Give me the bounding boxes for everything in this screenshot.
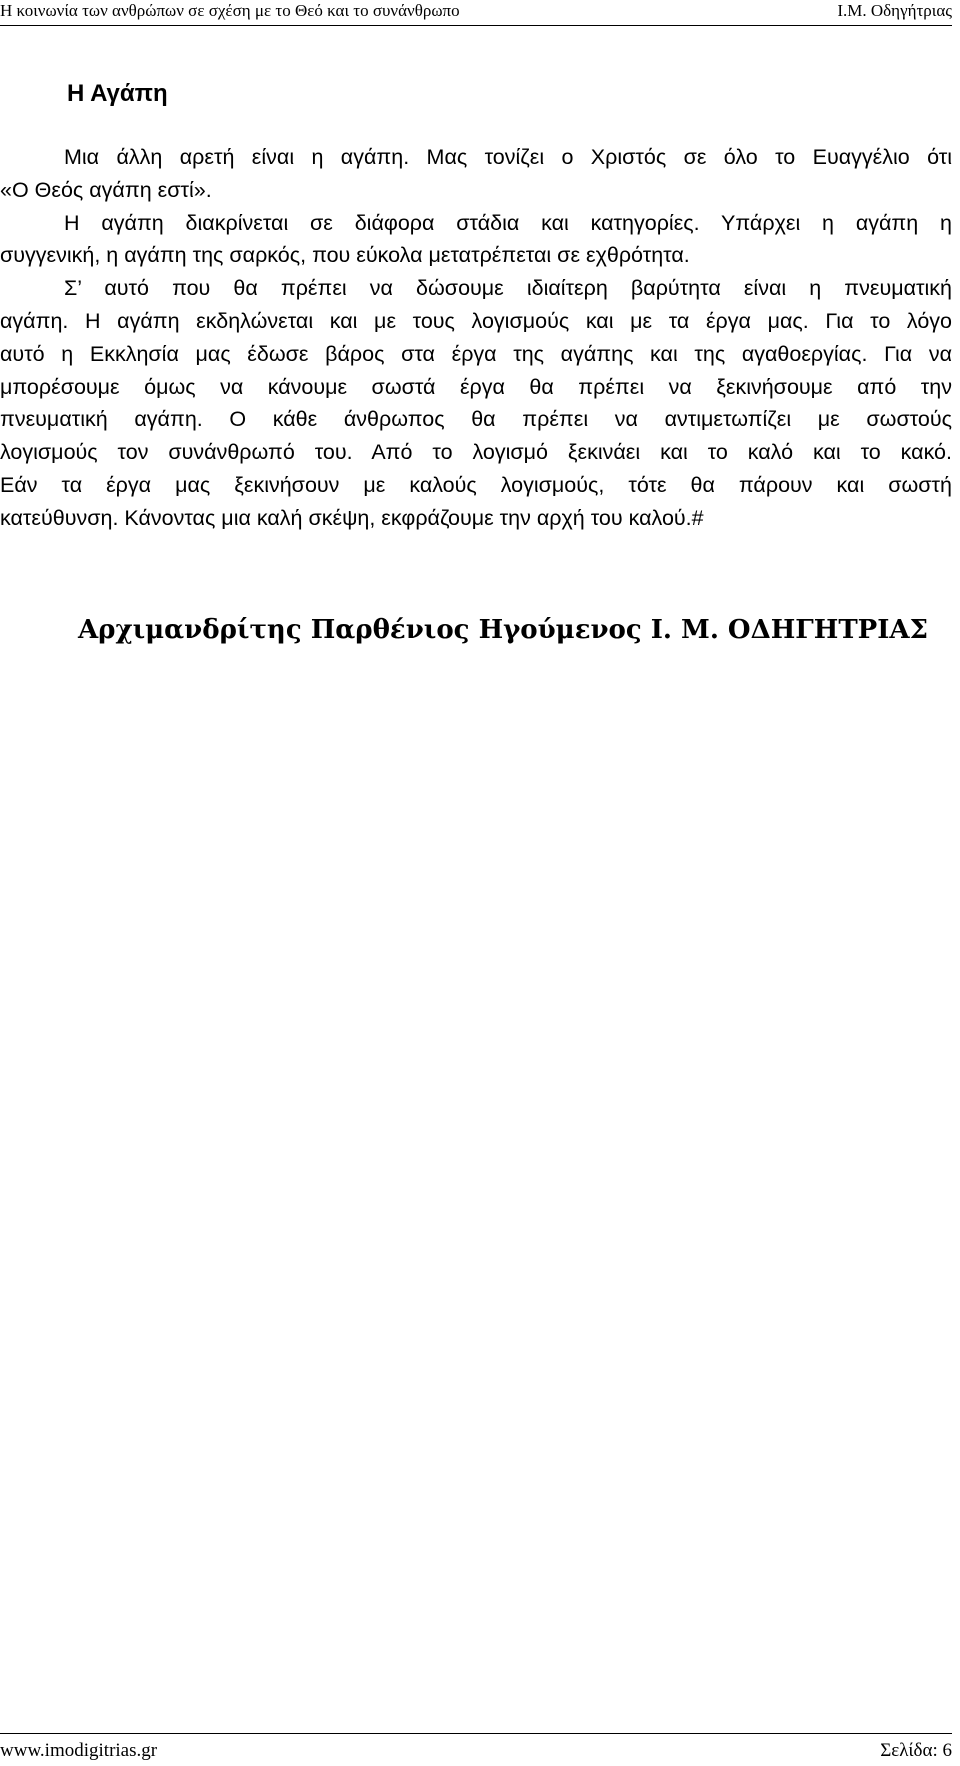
section-title: Η Αγάπη <box>67 80 168 107</box>
body-line: Εάν τα έργα μας ξεκινήσουν με καλούς λογισμούς, τότε θα πάρουν και σωστή <box>0 472 952 497</box>
page-footer <box>0 1733 952 1764</box>
body-line: αγάπη. Η αγάπη εκδηλώνεται και με τους λογισμούς και με τα έργα μας. Για το λόγο <box>0 308 952 333</box>
body-line: μπορέσουμε όμως να κάνουμε σωστά έργα θα πρέπει να ξεκινήσουμε από την <box>0 374 952 399</box>
signature: Αρχιμανδρίτης Παρθένιος Ηγούμενος Ι. Μ. ΟΔΗΓΗΤΡΙΑΣ <box>78 615 928 645</box>
body-line: λογισμούς τον συνάνθρωπό του. Από το λογισμό ξεκινάει και το καλό και το κακό. <box>0 440 952 465</box>
body-line: Σ’ αυτό που θα πρέπει να δώσουμε ιδιαίτερη βαρύτητα είναι η πνευματική <box>64 276 952 301</box>
body-text <box>0 141 952 535</box>
body-line: συγγενική, η αγάπη της σαρκός, που εύκολα μετατρέπεται σε εχθρότητα. <box>0 243 690 268</box>
header-publisher: Ι.Μ. Οδηγήτριας <box>837 1 952 20</box>
body-line: «Ο Θεός αγάπη εστί». <box>0 177 212 202</box>
body-line: κατεύθυνση. Κάνοντας μια καλή σκέψη, εκφράζουμε την αρχή του καλού.# <box>0 505 704 530</box>
footer-page-number: Σελίδα: 6 <box>880 1740 952 1761</box>
body-line: Η αγάπη διακρίνεται σε διάφορα στάδια και κατηγορίες. Υπάρχει η αγάπη η <box>64 210 952 235</box>
body-line: Μια άλλη αρετή είναι η αγάπη. Μας τονίζει ο Χριστός σε όλο το Ευαγγέλιο ότι <box>64 145 952 169</box>
header-title: Η κοινωνία των ανθρώπων σε σχέση με το Θεό και το συνάνθρωπο <box>0 1 460 20</box>
body-line: πνευματική αγάπη. Ο κάθε άνθρωπος θα πρέπει να αντιμετωπίζει με σωστούς <box>0 407 952 432</box>
page-header <box>0 0 952 26</box>
footer-website: www.imodigitrias.gr <box>0 1740 158 1761</box>
body-line: αυτό η Εκκλησία μας έδωσε βάρος στα έργα της αγάπης και της αγαθοεργίας. Για να <box>0 341 952 366</box>
